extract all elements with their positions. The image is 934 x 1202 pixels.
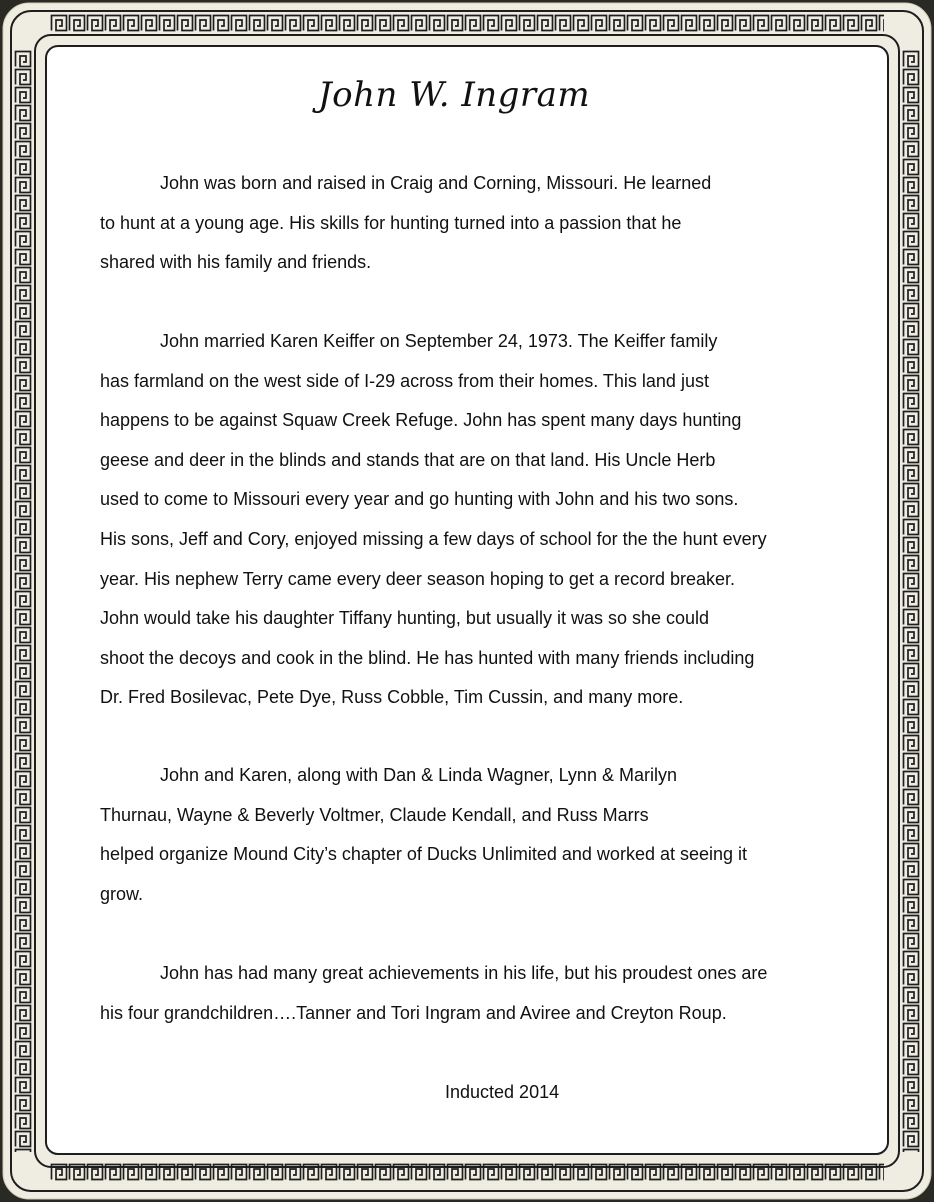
paragraph-grandchildren xyxy=(100,954,767,1033)
text-line: Dr. Fred Bosilevac, Pete Dye, Russ Cobble, Tim Cussin, and many more. xyxy=(100,687,684,708)
text-line: used to come to Missouri every year and go hunting with John and his two sons. xyxy=(100,489,739,510)
text-line: Thurnau, Wayne & Beverly Voltmer, Claude Kendall, and Russ Marrs xyxy=(100,804,649,825)
text-line: geese and deer in the blinds and stands that are on that land. His Uncle Herb xyxy=(100,449,716,470)
paragraph-childhood xyxy=(100,164,711,283)
text-line: John was born and raised in Craig and Corning, Missouri. He learned xyxy=(160,173,712,193)
paragraph-ducks-unlimited xyxy=(100,756,747,914)
text-line: has farmland on the west side of I-29 across from their homes. This land just xyxy=(100,370,709,391)
text-line: John and Karen, along with Dan & Linda Wagner, Lynn & Marilyn xyxy=(160,765,677,785)
content-area xyxy=(100,0,860,1202)
text-line: John would take his daughter Tiffany hunting, but usually it was so she could xyxy=(100,608,710,629)
text-line: happens to be against Squaw Creek Refuge. John has spent many days hunting xyxy=(100,410,742,431)
text-line: John has had many great achievements in his life, but his proudest ones are xyxy=(160,963,768,983)
text-line: shared with his family and friends. xyxy=(100,252,372,273)
text-line: grow. xyxy=(100,883,144,904)
paragraph-family-hunting xyxy=(100,322,767,718)
text-line: year. His nephew Terry came every deer season hoping to get a record breaker. xyxy=(100,568,736,589)
induction-year: Inducted 2014 xyxy=(445,1082,560,1102)
text-line: helped organize Mound City’s chapter of Ducks Unlimited and worked at seeing it xyxy=(100,844,748,865)
text-line: His sons, Jeff and Cory, enjoyed missing a few days of school for the the hunt every xyxy=(100,528,767,549)
text-line: his four grandchildren….Tanner and Tori Ingram and Aviree and Creyton Roup. xyxy=(100,1002,727,1023)
page-title: John W. Ingram xyxy=(318,75,591,115)
text-line: shoot the decoys and cook in the blind. He has hunted with many friends including xyxy=(100,647,755,668)
text-line: to hunt at a young age. His skills for hunting turned into a passion that he xyxy=(100,212,682,233)
text-line: John married Karen Keiffer on September 24, 1973. The Keiffer family xyxy=(160,331,718,351)
